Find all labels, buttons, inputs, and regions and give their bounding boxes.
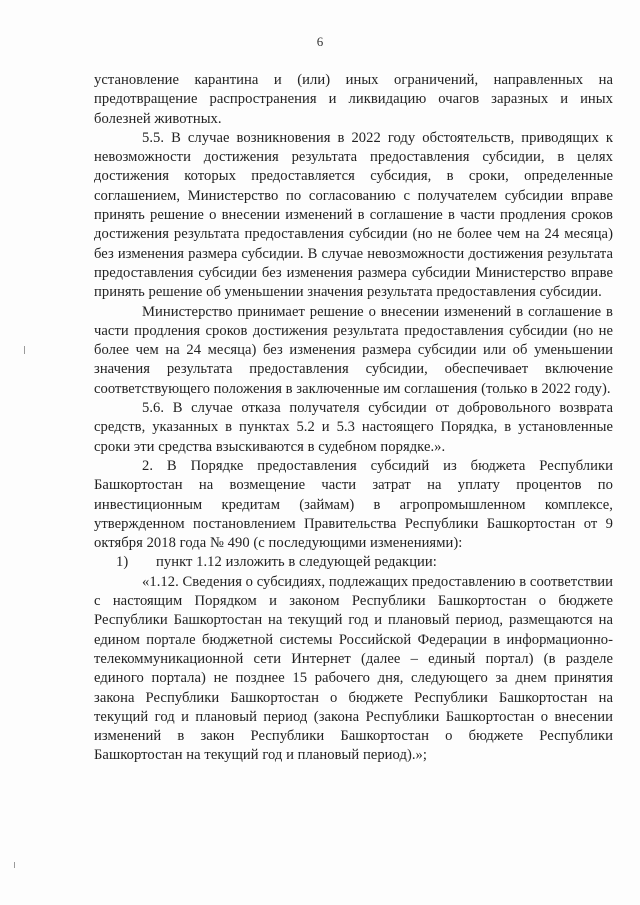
paragraph-ministry-decision: Министерство принимает решение о внесении изменений в соглашение в части продления сроков достижения результата предоставления субсидии (но не более чем на 24 месяца) без изменения размера субсидии или об уменьшении значения результата предоставления субсидии, обеспечивает включение соответствующего положения в заключенные им соглашения (только в 2022 году). [94, 303, 613, 397]
list-item-1 [94, 553, 613, 572]
document-body [94, 71, 613, 766]
page-number: 6 [316, 34, 324, 49]
paragraph-continuation: установление карантина и (или) иных ограничений, направленных на предотвращение распространения и ликвидацию очагов заразных и иных болезней животных. [94, 72, 613, 127]
list-item-text: пункт 1.12 изложить в следующей редакции: [156, 554, 437, 571]
paragraph-1-12: «1.12. Сведения о субсидиях, подлежащих предоставлению в соответствии с настоящим Порядком и законом Республики Башкортостан о бюджете Республики Башкортостан на текущий год и плановый период, размещаются на едином портале бюджетной системы Российской Федерации в информационно-телекоммуникационной сети Интернет (далее – единый портал) (в разделе единого портала) не позднее 15 рабочего дня, следующего за днем принятия закона Республики Башкортостан о бюджете Республики Башкортостан на текущий год и плановый период (закона Республики Башкортостан о внесении изменений в закон Республики Башкортостан о бюджете Республики Башкортостан на текущий год и плановый период).»; [94, 573, 613, 764]
scan-margin-mark [14, 862, 15, 868]
paragraph-5-5: 5.5. В случае возникновения в 2022 году обстоятельств, приводящих к невозможности достижения результата предоставления субсидии, в целях достижения которых предоставляется субсидия, в сроки, определенные соглашением, Министерство по согласованию с получателем субсидии вправе принять решение о внесении изменений в соглашение в части продления сроков достижения результата предоставления субсидии (но не более чем на 24 месяца) без изменения размера субсидии. В случае невозможности достижения результата предоставления субсидии без изменения размера субсидии Министерство вправе принять решение об уменьшении значения результата предоставления субсидии. [94, 129, 613, 301]
list-item-number: 1) [116, 554, 129, 571]
scan-margin-mark [24, 346, 25, 354]
paragraph-5-6: 5.6. В случае отказа получателя субсидии от добровольного возврата средств, указанных в пунктах 5.2 и 5.3 настоящего Порядка, в установленные сроки эти средства взыскиваются в судебном порядке.». [94, 400, 613, 455]
paragraph-item-2: 2. В Порядке предоставления субсидий из бюджета Республики Башкортостан на возмещение части затрат на уплату процентов по инвестиционным кредитам (займам) в агропромышленном комплексе, утвержденном постановлением Правительства Республики Башкортостан от 9 октября 2018 года № 490 (с последующими изменениями): [94, 457, 613, 552]
